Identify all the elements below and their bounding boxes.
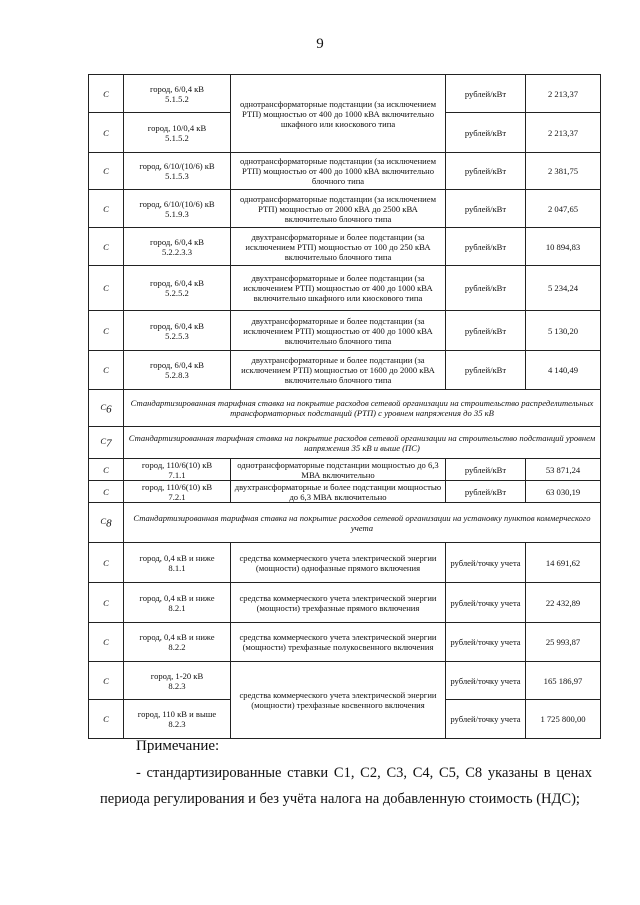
description-cell: двухтрансформаторные и более подстанции (за исключением РТП) мощностью от 1600 до 2000 кВА включительно блочного типа: [231, 351, 446, 390]
description-cell: двухтрансформаторные и более подстанции (за исключением РТП) мощностью от 100 до 250 кВА включительно блочного типа: [231, 228, 446, 266]
table-row: [89, 266, 601, 311]
rate-code: C: [89, 459, 124, 481]
table-row: [89, 662, 601, 700]
section-header-text: Стандартизированная тарифная ставка на покрытие расходов сетевой организации на установку пунктов коммерческого учета: [124, 503, 601, 543]
location-cell: город, 6/0,4 кВ 5.2.8.3: [124, 351, 231, 390]
rate-code: $C_7$: [89, 427, 124, 459]
unit-cell: рублей/точку учета: [446, 700, 526, 739]
unit-cell: рублей/точку учета: [446, 583, 526, 623]
note-title: Примечание:: [136, 738, 220, 754]
table-row: [89, 583, 601, 623]
unit-cell: рублей/кВт: [446, 311, 526, 351]
section-header-row: [89, 427, 601, 459]
value-cell: 5 234,24: [526, 266, 601, 311]
rate-code: C: [89, 266, 124, 311]
tariff-table: [88, 74, 601, 739]
rate-code: C: [89, 700, 124, 739]
description-cell: двухтрансформаторные и более подстанции мощностью до 6,3 МВА включительно: [231, 481, 446, 503]
value-cell: 53 871,24: [526, 459, 601, 481]
location-cell: город, 0,4 кВ и ниже 8.2.2: [124, 623, 231, 662]
description-cell: средства коммерческого учета электрической энергии (мощности) однофазные прямого включения: [231, 543, 446, 583]
table-row: [89, 351, 601, 390]
description-cell: средства коммерческого учета электрической энергии (мощности) трехфазные полукосвенного включения: [231, 623, 446, 662]
table-row: [89, 481, 601, 503]
table-row: [89, 190, 601, 228]
unit-cell: рублей/кВт: [446, 75, 526, 113]
unit-cell: рублей/кВт: [446, 228, 526, 266]
value-cell: 165 186,97: [526, 662, 601, 700]
location-cell: город, 0,4 кВ и ниже 8.2.1: [124, 583, 231, 623]
rate-code: C: [89, 543, 124, 583]
unit-cell: рублей/кВт: [446, 351, 526, 390]
location-cell: город, 6/10/(10/6) кВ 5.1.5.3: [124, 153, 231, 190]
rate-code: $C_6$: [89, 390, 124, 427]
value-cell: 14 691,62: [526, 543, 601, 583]
rate-code: C: [89, 583, 124, 623]
description-cell: однотрансформаторные подстанции (за исключением РТП) мощностью от 2000 кВА до 2500 кВА включительно блочного типа: [231, 190, 446, 228]
value-cell: 5 130,20: [526, 311, 601, 351]
location-cell: город, 110 кВ и выше 8.2.3: [124, 700, 231, 739]
unit-cell: рублей/точку учета: [446, 623, 526, 662]
rate-code: C: [89, 153, 124, 190]
unit-cell: рублей/кВт: [446, 190, 526, 228]
unit-cell: рублей/точку учета: [446, 543, 526, 583]
location-cell: город, 110/6(10) кВ 7.2.1: [124, 481, 231, 503]
unit-cell: рублей/кВт: [446, 481, 526, 503]
section-header-row: [89, 503, 601, 543]
rate-code: C: [89, 351, 124, 390]
unit-cell: рублей/кВт: [446, 266, 526, 311]
table-row: [89, 459, 601, 481]
unit-cell: рублей/кВт: [446, 153, 526, 190]
location-cell: город, 6/0,4 кВ 5.1.5.2: [124, 75, 231, 113]
rate-code: C: [89, 623, 124, 662]
location-cell: город, 6/0,4 кВ 5.2.5.3: [124, 311, 231, 351]
rate-code: $C_8$: [89, 503, 124, 543]
description-cell: средства коммерческого учета электрической энергии (мощности) трехфазные косвенного включения: [231, 662, 446, 739]
unit-cell: рублей/точку учета: [446, 662, 526, 700]
rate-code: C: [89, 228, 124, 266]
rate-code: C: [89, 481, 124, 503]
description-cell: однотрансформаторные подстанции (за исключением РТП) мощностью от 400 до 1000 кВА включительно блочного типа: [231, 153, 446, 190]
value-cell: 2 213,37: [526, 113, 601, 153]
rate-code: C: [89, 662, 124, 700]
value-cell: 1 725 800,00: [526, 700, 601, 739]
location-cell: город, 10/0,4 кВ 5.1.5.2: [124, 113, 231, 153]
unit-cell: рублей/кВт: [446, 113, 526, 153]
value-cell: 2 381,75: [526, 153, 601, 190]
value-cell: 10 894,83: [526, 228, 601, 266]
rate-code: C: [89, 311, 124, 351]
description-cell: двухтрансформаторные и более подстанции (за исключением РТП) мощностью от 400 до 1000 кВА включительно блочного типа: [231, 311, 446, 351]
value-cell: 25 993,87: [526, 623, 601, 662]
note-text: - стандартизированные ставки С1, С2, С3, С4, С5, С8 указаны в ценах периода регулирования и без учёта налога на добавленную стоимость (НДС);: [100, 765, 592, 807]
description-cell: средства коммерческого учета электрической энергии (мощности) трехфазные прямого включения: [231, 583, 446, 623]
description-cell: однотрансформаторные подстанции мощностью до 6,3 МВА включительно: [231, 459, 446, 481]
location-cell: город, 110/6(10) кВ 7.1.1: [124, 459, 231, 481]
value-cell: 4 140,49: [526, 351, 601, 390]
description-cell: однотрансформаторные подстанции (за исключением РТП) мощностью от 400 до 1000 кВА включительно шкафного или киоскового типа: [231, 75, 446, 153]
table-row: [89, 75, 601, 113]
rate-code: C: [89, 113, 124, 153]
location-cell: город, 0,4 кВ и ниже 8.1.1: [124, 543, 231, 583]
table-row: [89, 228, 601, 266]
value-cell: 63 030,19: [526, 481, 601, 503]
location-cell: город, 1-20 кВ 8.2.3: [124, 662, 231, 700]
table-row: [89, 623, 601, 662]
section-header-row: [89, 390, 601, 427]
value-cell: 22 432,89: [526, 583, 601, 623]
unit-cell: рублей/кВт: [446, 459, 526, 481]
value-cell: 2 213,37: [526, 75, 601, 113]
location-cell: город, 6/0,4 кВ 5.2.2.3.3: [124, 228, 231, 266]
rate-code: C: [89, 190, 124, 228]
rate-code: C: [89, 75, 124, 113]
table-row: [89, 311, 601, 351]
location-cell: город, 6/0,4 кВ 5.2.5.2: [124, 266, 231, 311]
table-row: [89, 543, 601, 583]
description-cell: двухтрансформаторные и более подстанции (за исключением РТП) мощностью от 400 до 1000 кВА включительно шкафного или киоскового типа: [231, 266, 446, 311]
section-header-text: Стандартизированная тарифная ставка на покрытие расходов сетевой организации на строительство распределительных трансформаторных подстанций (РТП) с уровнем напряжения до 35 кВ: [124, 390, 601, 427]
table-row: [89, 153, 601, 190]
section-header-text: Стандартизированная тарифная ставка на покрытие расходов сетевой организации на строительство подстанций уровнем напряжения 35 кВ и выше (ПС): [124, 427, 601, 459]
value-cell: 2 047,65: [526, 190, 601, 228]
page-number: 9: [316, 36, 324, 52]
location-cell: город, 6/10/(10/6) кВ 5.1.9.3: [124, 190, 231, 228]
